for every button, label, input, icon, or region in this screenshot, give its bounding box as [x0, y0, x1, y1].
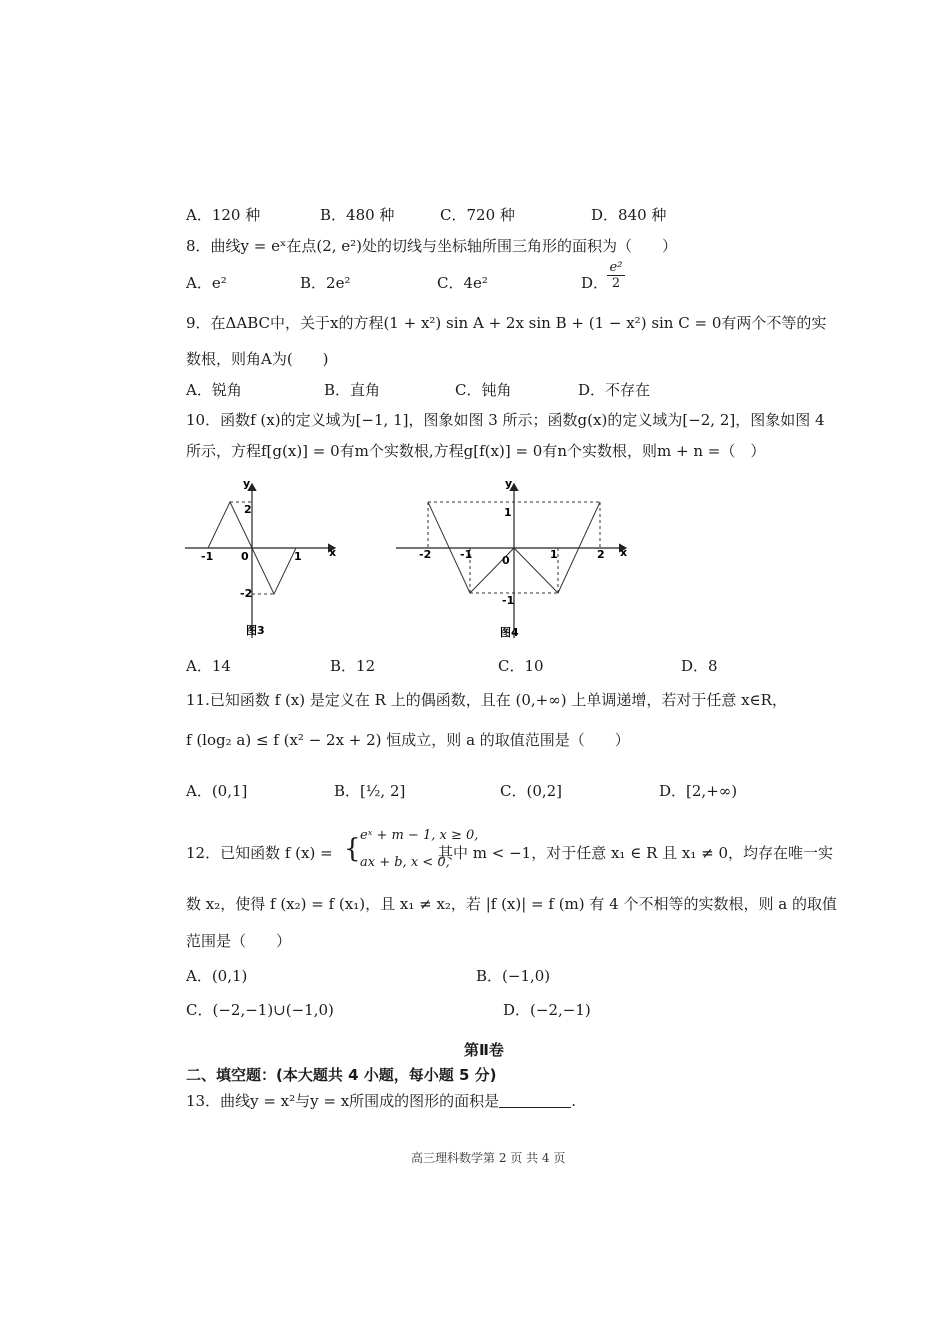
- q7-option-a: A．120 种: [186, 206, 261, 224]
- q10-option-c: C．10: [498, 657, 544, 675]
- fig3-xtick-1: 1: [294, 550, 302, 563]
- q12-option-d: D．(−2,−1): [503, 1001, 591, 1019]
- q8-d-numerator: e²: [609, 260, 623, 275]
- q10-line1: 10．函数f (x)的定义域为[−1, 1]，图象如图 3 所示；函数g(x)的定义域为[−2, 2]，图象如图 4: [186, 411, 825, 429]
- fig4-caption: 图4: [500, 626, 519, 639]
- fig3-y-label: y: [243, 477, 251, 490]
- q7-option-c: C．720 种: [440, 206, 515, 224]
- fig3-caption: 图3: [246, 624, 265, 637]
- page-footer: 高三理科数学第 2 页 共 4 页: [411, 1151, 566, 1165]
- fig4-xtick-1: 1: [550, 548, 558, 561]
- fig4-x-label: x: [620, 546, 628, 559]
- fig4-xtick-2: 2: [597, 548, 605, 561]
- q10-line2: 所示，方程f[g(x)] = 0有m个实数根,方程g[f(x)] = 0有n个实数根，则m + n =（ ）: [186, 442, 766, 460]
- fig3-xtick-neg1: -1: [201, 550, 214, 563]
- fig4-xtick-neg2: -2: [419, 548, 432, 561]
- q12-option-a: A．(0,1): [186, 967, 248, 985]
- q8-option-b: B．2e²: [300, 274, 351, 292]
- part2-title: 第Ⅱ卷: [464, 1041, 504, 1059]
- q7-option-d: D．840 种: [591, 206, 667, 224]
- fig4-ytick-neg1: -1: [502, 594, 515, 607]
- q13-answer-blank: [499, 1093, 571, 1108]
- fig3-x-label: x: [329, 546, 337, 559]
- q8-d-denominator: 2: [607, 275, 625, 291]
- q9-line1: 9．在ΔABC中，关于x的方程(1 + x²) sin A + 2x sin B + (1 − x²) sin C = 0有两个不等的实: [186, 314, 827, 332]
- q11-option-b: B．[½, 2]: [334, 782, 406, 800]
- q9-option-d: D．不存在: [578, 381, 651, 399]
- q8-option-a: A．e²: [186, 274, 227, 292]
- figure-3: [180, 478, 350, 648]
- q12-line3: 范围是（ ）: [186, 932, 292, 950]
- figure-4: [394, 478, 634, 648]
- q12-case1: eˣ + m − 1, x ≥ 0,: [360, 828, 479, 843]
- q9-option-a: A．锐角: [186, 381, 242, 399]
- q8-option-d-fraction: [607, 260, 625, 291]
- fig4-xtick-neg1: -1: [460, 548, 473, 561]
- q9-option-c: C．钝角: [455, 381, 512, 399]
- q11-option-c: C．(0,2]: [500, 782, 563, 800]
- q8-option-c: C．4e²: [437, 274, 488, 292]
- q12-option-b: B．(−1,0): [476, 967, 551, 985]
- q7-option-b: B．480 种: [320, 206, 395, 224]
- section2-title: 二、填空题：(本大题共 4 小题，每小题 5 分): [186, 1066, 497, 1084]
- q8-stem: 8．曲线y = eˣ在点(2, e²)处的切线与坐标轴所围三角形的面积为（ ）: [186, 237, 678, 255]
- fig4-y-label: y: [505, 477, 513, 490]
- fig4-ytick-1: 1: [504, 506, 512, 519]
- q11-line2: f (log₂ a) ≤ f (x² − 2x + 2) 恒成立，则 a 的取值范围是（ ）: [186, 731, 630, 749]
- q12-case2: ax + b, x < 0,: [360, 855, 450, 870]
- q10-option-b: B．12: [330, 657, 376, 675]
- q10-option-a: A．14: [186, 657, 231, 675]
- q12-line2: 数 x₂，使得 f (x₂) = f (x₁)，且 x₁ ≠ x₂，若 |f (x)| = f (m) 有 4 个不相等的实数根，则 a 的取值: [186, 895, 837, 913]
- q12-brace: {: [344, 834, 361, 864]
- fig3-ytick-neg2: -2: [240, 587, 253, 600]
- fig4-origin: 0: [502, 554, 510, 567]
- fig3-ytick-2: 2: [244, 503, 252, 516]
- q12-suffix: 其中 m < −1，对于任意 x₁ ∈ R 且 x₁ ≠ 0，均存在唯一实: [438, 844, 834, 862]
- q11-option-d: D．[2,+∞): [659, 782, 738, 800]
- q10-option-d: D．8: [681, 657, 718, 675]
- q11-line1: 11.已知函数 f (x) 是定义在 R 上的偶函数，且在 (0,+∞) 上单调递增，若对于任意 x∈R，: [186, 691, 787, 709]
- q8-option-d: D．: [581, 274, 609, 292]
- q12-prefix: 12．已知函数 f (x) =: [186, 844, 333, 862]
- q13: [186, 1090, 576, 1111]
- fig3-origin: 0: [241, 550, 249, 563]
- q11-option-a: A．(0,1]: [186, 782, 248, 800]
- q13-text: 13．曲线y = x²与y = x所围成的图形的面积是: [186, 1092, 500, 1110]
- q12-option-c: C．(−2,−1)∪(−1,0): [186, 1001, 334, 1019]
- q9-option-b: B．直角: [324, 381, 381, 399]
- q9-line2: 数根，则角A为( ): [186, 350, 329, 368]
- q13-end: .: [571, 1092, 576, 1110]
